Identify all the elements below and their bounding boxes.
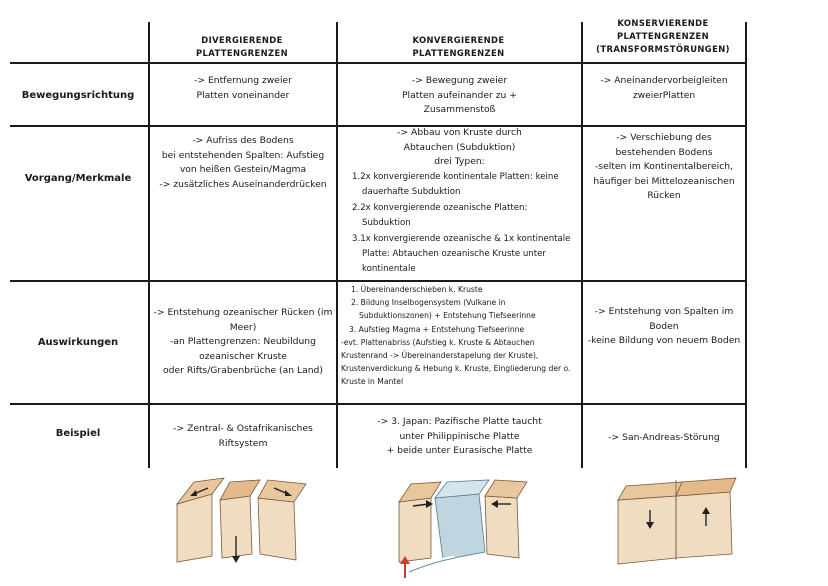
- cell-bewegung-divergent: -> Entfernung zweier Platten voneinander: [194, 75, 292, 101]
- down-arrow-head: [232, 556, 240, 563]
- header-divergent: DIVERGIERENDE PLATTENGRENZEN: [195, 35, 289, 58]
- left-plate-front: [618, 496, 676, 564]
- cell-vorgang-convergent-list: 1.2x konvergierende kontinentale Platten: keine dauerhafte Subduktion 2.2x konvergierende ozeanische Platten: Subduktion 3.1x konvergierende ozeanische & 1x kontinentale Platte: Abtauchen ozeanische Kruste unter kontinentale: [352, 172, 571, 275]
- cell-bewegung-convergent: -> Bewegung zweier Platten aufeinander zu + Zusammenstoß: [402, 75, 517, 116]
- cell-vorgang-convergent-intro: -> Abbau von Kruste durch Abtauchen (Subduktion) drei Typen:: [397, 127, 522, 168]
- grid-line-h1: [10, 62, 746, 64]
- cell-beispiel-convergent: -> 3. Japan: Pazifische Platte taucht unter Philippinische Platte + beide unter Eurasische Platte: [377, 416, 542, 457]
- cell-beispiel-divergent: -> Zentral- & Ostafrikanisches Riftsystem: [173, 423, 313, 449]
- row-label-vorgang: Vorgang/Merkmale: [24, 173, 132, 184]
- row-label-bewegungsrichtung: Bewegungsrichtung: [21, 90, 135, 101]
- ocean-plate: [435, 494, 485, 560]
- divergent-boundary-illustration: [172, 474, 312, 570]
- conservative-boundary-illustration: [612, 470, 742, 570]
- left-plate-side: [177, 494, 212, 562]
- right-plate-top: [485, 480, 527, 498]
- grid-line-h3: [10, 280, 746, 282]
- row-label-auswirkungen: Auswirkungen: [37, 337, 119, 348]
- right-plate-front: [485, 496, 519, 558]
- cell-beispiel-conservative: -> San-Andreas-Störung: [608, 432, 720, 443]
- row-label-beispiel: Beispiel: [55, 428, 101, 439]
- header-conservative: KONSERVIERENDE PLATTENGRENZEN (TRANSFORMSTÖRUNGEN): [596, 18, 730, 54]
- cell-auswirkungen-conservative: -> Entstehung von Spalten im Boden -keine Bildung von neuem Boden: [587, 306, 741, 347]
- cell-vorgang-conservative: -> Verschiebung des bestehenden Bodens -selten im Kontinentalbereich, häufiger bei Mittelozeanischen Rücken: [593, 132, 735, 202]
- convergent-boundary-illustration: [393, 474, 533, 578]
- right-plate-front: [676, 492, 732, 558]
- right-plate-front: [258, 498, 296, 560]
- grid-line-h4: [10, 403, 746, 405]
- ocean-plate-top: [435, 480, 489, 498]
- grid-line-v4: [745, 22, 747, 468]
- middle-plate-top: [220, 480, 260, 500]
- cell-auswirkungen-divergent: -> Entstehung ozeanischer Rücken (im Meer) -an Plattengrenzen: Neubildung ozeanischer Kruste oder Rifts/Grabenbrüche (an Land): [153, 307, 333, 377]
- cell-auswirkungen-convergent: 1. Übereinanderschieben k. Kruste 2. Bildung Inselbogensystem (Vulkane in Subduktionszonen) + Entstehung Tiefseerinne 3. Aufstieg Magma + Entstehung Tiefseerinne -evt. Plattenabriss (Aufstieg k. Kruste & Abtauchen Krustenrand -> Übereinanderstapelung der Kruste), Krustenverdickung & Hebung k. Kruste, Eingliederung der o. Kruste in Mantel: [341, 285, 571, 387]
- cell-bewegung-conservative: -> Aneinandervorbeigleiten zweierPlatten: [600, 75, 728, 101]
- left-plate-top: [399, 482, 441, 502]
- cell-vorgang-divergent: -> Aufriss des Bodens bei entstehenden Spalten: Aufstieg von heißen Gestein/Magma -> zusätzliches Auseinanderdrücken: [159, 135, 327, 190]
- header-convergent: KONVERGIERENDE PLATTENGRENZEN: [412, 35, 505, 58]
